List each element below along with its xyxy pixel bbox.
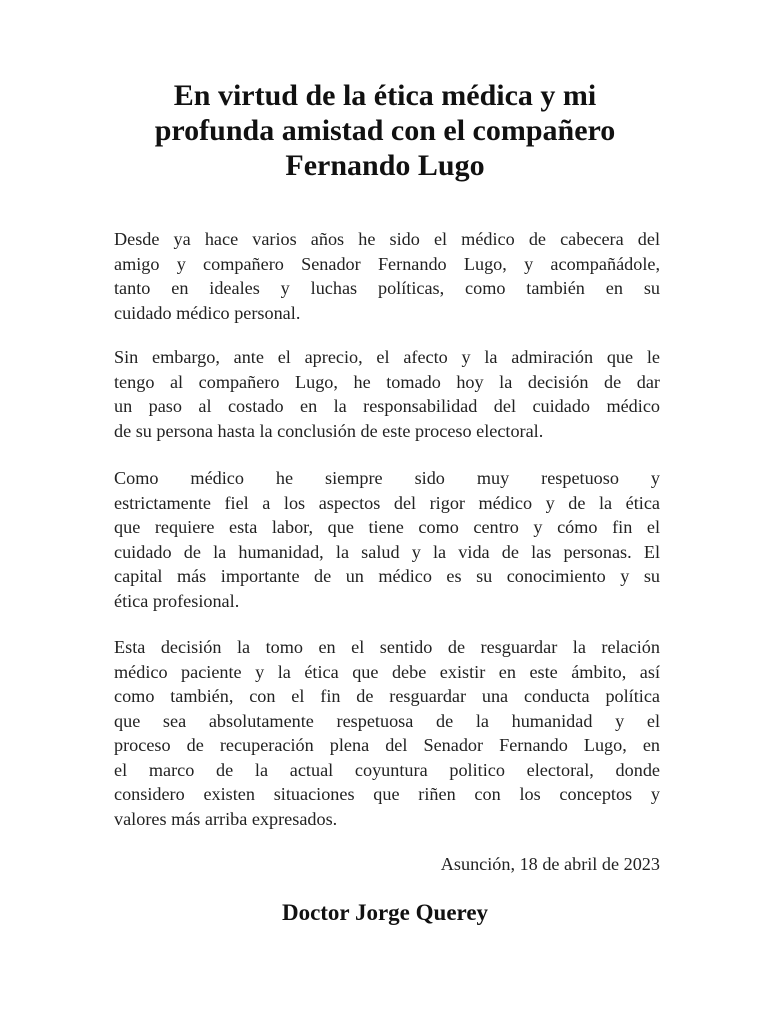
text-line: que requiere esta labor, que tiene como centro y cómo fin el (114, 517, 660, 537)
text-line: el marco de la actual coyuntura politico electoral, donde (114, 759, 660, 780)
text-line: considero existen situaciones que riñen con los conceptos y (114, 784, 660, 804)
paragraph-4 (114, 635, 660, 831)
text-line: que sea absolutamente respetuosa de la humanidad y el (114, 710, 660, 731)
text-line: ética profesional. (114, 590, 240, 611)
text-line: como también, con el fin de resguardar una conducta política (114, 686, 660, 706)
date-location: Asunción, 18 de abril de 2023 (440, 854, 660, 874)
text-line: valores más arriba expresados. (114, 808, 338, 829)
paragraph-2 (114, 345, 660, 443)
text-line: tanto en ideales y luchas políticas, como también en su (114, 278, 660, 298)
text-line: cuidado de la humanidad, la salud y la vida de las personas. El (114, 541, 660, 562)
text-line: un paso al costado en la responsabilidad del cuidado médico (114, 396, 660, 416)
paragraph-1 (114, 227, 660, 325)
title-line: profunda amistad con el compañero (154, 114, 616, 147)
document-title (0, 78, 770, 183)
text-line: tengo al compañero Lugo, he tomado hoy la decisión de dar (114, 371, 660, 392)
title-line: En virtud de la ética médica y mi (173, 79, 597, 112)
text-line: de su persona hasta la conclusión de este proceso electoral. (114, 420, 544, 441)
text-line: amigo y compañero Senador Fernando Lugo, y acompañádole, (114, 253, 660, 274)
text-line: médico paciente y la ética que debe existir en este ámbito, así (114, 661, 660, 682)
text-line: proceso de recuperación plena del Senador Fernando Lugo, en (114, 735, 660, 755)
signature-name: Doctor Jorge Querey (281, 900, 489, 925)
title-line: Fernando Lugo (285, 149, 485, 182)
text-line: cuidado médico personal. (114, 302, 301, 323)
text-line: estrictamente fiel a los aspectos del rigor médico y de la ética (114, 492, 660, 513)
text-line: Desde ya hace varios años he sido el médico de cabecera del (114, 229, 660, 249)
text-line: capital más importante de un médico es su conocimiento y su (114, 566, 660, 586)
text-line: Esta decisión la tomo en el sentido de resguardar la relación (114, 637, 660, 657)
paragraph-3 (114, 466, 660, 613)
text-line: Como médico he siempre sido muy respetuoso y (114, 468, 660, 488)
text-line: Sin embargo, ante el aprecio, el afecto y la admiración que le (114, 347, 660, 367)
